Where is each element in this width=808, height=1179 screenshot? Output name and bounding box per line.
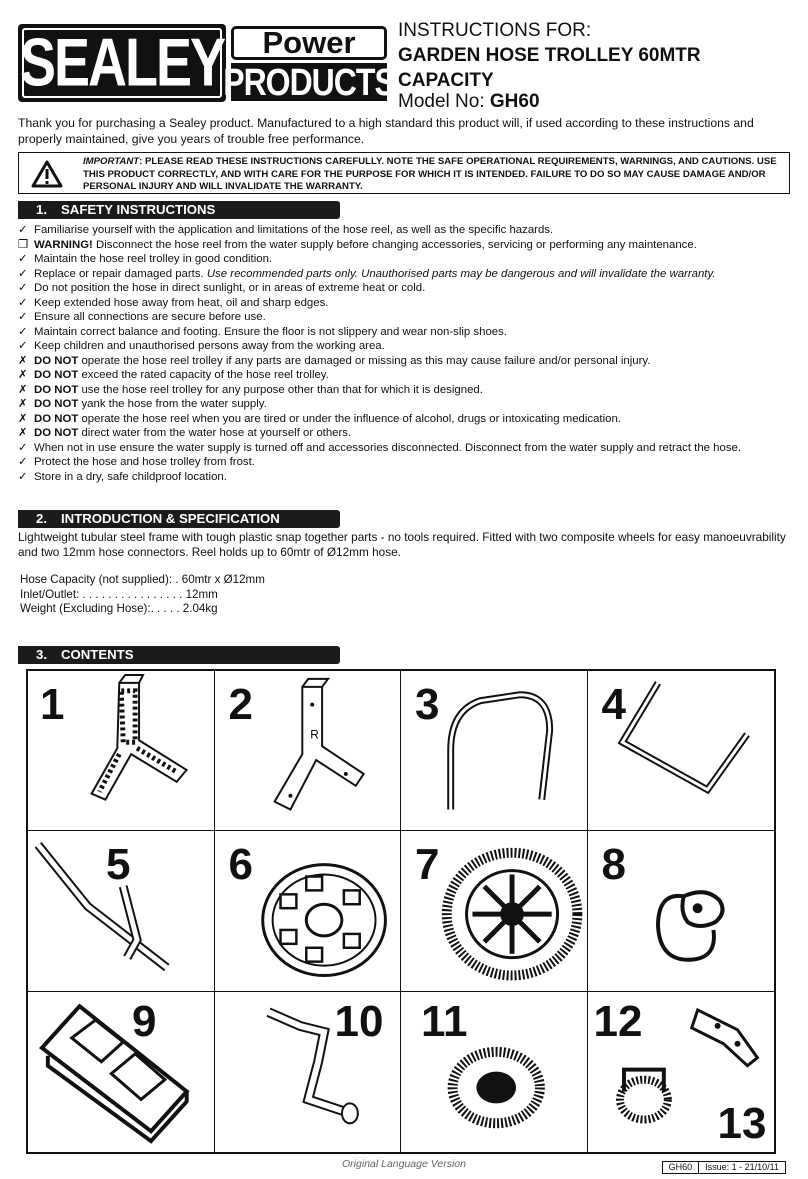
- safety-item: [18, 281, 790, 296]
- part-number: 4: [601, 680, 626, 729]
- check-icon: ✓: [18, 311, 28, 323]
- original-language-note: Original Language Version: [342, 1158, 466, 1170]
- power-logo: Power: [231, 26, 387, 60]
- spec-description: Lightweight tubular steel frame with tough plastic snap together parts - no tools required. Fitted with two composite wheels for easy manoeuvrability and two 12mm hose connectors. Reel holds up to 60mtr of Ø12mm hose.: [18, 530, 786, 559]
- hose-connector-illustration: [401, 992, 587, 1152]
- section-title: SAFETY INSTRUCTIONS: [61, 202, 216, 217]
- product-title-line1: GARDEN HOSE TROLLEY 60MTR: [398, 45, 701, 66]
- cross-icon: ✗: [18, 412, 28, 425]
- safety-item-text: yank the hose from the water supply.: [78, 398, 267, 410]
- safety-item-emphasis: DO NOT: [34, 398, 79, 410]
- part-cell: [215, 992, 402, 1152]
- part-number: 13: [717, 1098, 767, 1148]
- base-frame-illustration: [588, 671, 775, 830]
- warning-triangle-icon: [31, 160, 63, 188]
- section-number: 3.: [36, 647, 47, 662]
- part-cell: [28, 671, 215, 831]
- safety-item-text: Maintain the hose reel trolley in good condition.: [34, 253, 273, 265]
- safety-item-text: Ensure all connections are secure before use.: [34, 311, 266, 323]
- check-icon: ✓: [18, 470, 28, 483]
- safety-item-emphasis: DO NOT: [34, 383, 79, 396]
- safety-item-text: When not in use ensure the water supply is turned off and accessories disconnected. Disconnect from the water supply and retract the hose.: [34, 441, 742, 454]
- products-text: PRODUCTS: [223, 59, 395, 103]
- part-number: 3: [415, 680, 440, 729]
- model-label: Model No:: [398, 91, 485, 112]
- sealey-logo: [18, 24, 226, 102]
- part-number: 2: [228, 680, 253, 729]
- safety-item: [18, 412, 790, 427]
- cross-icon: ✗: [18, 383, 28, 396]
- safety-item: [18, 441, 790, 456]
- part-number: 9: [132, 996, 157, 1046]
- safety-item-text: Keep children and unauthorised persons away from the working area.: [34, 340, 385, 352]
- cross-icon: ✗: [18, 369, 28, 381]
- safety-item: [18, 223, 790, 238]
- product-title: [398, 43, 798, 93]
- check-icon: ✓: [18, 296, 28, 309]
- leg-frame-left-illustration: [28, 671, 214, 830]
- safety-item: [18, 310, 790, 325]
- safety-item: [18, 296, 790, 311]
- r-label: R: [309, 727, 319, 742]
- part-number: 10: [334, 996, 384, 1046]
- safety-item-text: Replace or repair damaged parts.: [34, 267, 207, 280]
- part-cell: [401, 831, 588, 991]
- part-cell: [588, 831, 775, 991]
- safety-item-emphasis: WARNING!: [34, 238, 93, 251]
- cross-icon: ✗: [18, 427, 28, 439]
- model-value: GH60: [489, 91, 540, 112]
- safety-item: [18, 354, 790, 369]
- part-cell: [28, 992, 215, 1152]
- check-icon: ✓: [18, 224, 28, 236]
- check-icon: ✓: [18, 325, 28, 338]
- safety-item-text: use the hose reel trolley for any purpose other than that for which it is designed.: [78, 383, 483, 396]
- section-number: 1.: [36, 202, 47, 217]
- spec-list: [20, 573, 265, 617]
- doc-issue: Issue: 1 - 21/10/11: [698, 1162, 785, 1173]
- part-number: 5: [106, 840, 131, 890]
- foot-plate-illustration: [28, 992, 214, 1152]
- intro-text: Thank you for purchasing a Sealey product. Manufactured to a high standard this product will, if used according to these instructions and properly maintained, give you years of trouble free performance.: [18, 116, 754, 146]
- safety-item: [18, 325, 790, 340]
- safety-item-text: Protect the hose and hose trolley from frost.: [34, 456, 255, 468]
- safety-item-emphasis: DO NOT: [34, 354, 79, 367]
- safety-item: [18, 339, 790, 354]
- warning-box-icon: ❐: [18, 238, 29, 251]
- safety-item-emphasis: DO NOT: [34, 369, 79, 381]
- part-cell: [215, 831, 402, 991]
- check-icon: ✓: [18, 340, 28, 352]
- safety-item-text: exceed the rated capacity of the hose reel trolley.: [78, 369, 329, 381]
- safety-item-text: Do not position the hose in direct sunlight, or in areas of extreme heat or cold.: [34, 282, 426, 294]
- safety-item: [18, 470, 790, 485]
- safety-item-emphasis: DO NOT: [34, 412, 79, 425]
- check-icon: ✓: [18, 253, 28, 265]
- section-number: 2.: [36, 511, 47, 526]
- part-cell: [28, 831, 215, 991]
- part-number: 1: [40, 680, 65, 729]
- crank-handle-illustration: [215, 992, 401, 1152]
- check-icon: ✓: [18, 441, 28, 454]
- section-contents-header: [18, 646, 340, 664]
- section-title: CONTENTS: [61, 647, 134, 662]
- spec-hose-capacity: Hose Capacity (not supplied): . 60mtr x Ø12mm: [20, 573, 265, 586]
- contents-grid: [26, 669, 776, 1154]
- safety-item-text: Keep extended hose away from heat, oil and sharp edges.: [34, 296, 329, 309]
- wheel-illustration: [401, 831, 587, 990]
- instructions-for: INSTRUCTIONS FOR:: [398, 20, 592, 41]
- safety-item: [18, 267, 790, 282]
- important-text: [83, 156, 779, 194]
- part-number: 8: [601, 840, 626, 890]
- check-icon: ✓: [18, 282, 28, 294]
- safety-item-text: Store in a dry, safe childproof location.: [34, 470, 227, 483]
- part-cell: [401, 992, 588, 1152]
- part-number: 11: [421, 996, 468, 1046]
- spec-weight: Weight (Excluding Hose):. . . . . 2.04kg: [20, 602, 218, 615]
- part-cell: [588, 992, 775, 1152]
- safety-item-text: operate the hose reel trolley if any parts are damaged or missing as this may cause failure and/or personal injury.: [78, 354, 651, 367]
- safety-item: [18, 238, 790, 253]
- important-notice: [18, 152, 790, 194]
- part-number: 12: [593, 996, 643, 1046]
- cross-icon: ✗: [18, 354, 28, 367]
- clip-illustration: [588, 831, 775, 990]
- cross-icon: ✗: [18, 398, 28, 410]
- section-safety-header: [18, 201, 340, 219]
- axle-tubes-illustration: [28, 831, 214, 990]
- handle-frame-illustration: [401, 671, 587, 830]
- brand-name: SEALEY: [19, 25, 225, 101]
- check-icon: ✓: [18, 267, 28, 280]
- doc-model-code: GH60: [668, 1162, 693, 1172]
- safety-item: [18, 368, 790, 383]
- safety-item-note: Use recommended parts only. Unauthorised parts may be dangerous and will invalidate the warranty.: [206, 267, 716, 280]
- spec-inlet-outlet: Inlet/Outlet: . . . . . . . . . . . . . . . . 12mm: [20, 587, 218, 601]
- section-intro-header: [18, 510, 340, 528]
- safety-item-text: Familiarise yourself with the application and limitations of the hose reel, as well as the specific hazards.: [34, 224, 554, 236]
- section-title: INTRODUCTION & SPECIFICATION: [61, 511, 280, 526]
- connector-fittings-illustration: [588, 992, 775, 1152]
- safety-item: [18, 455, 790, 470]
- important-label: IMPORTANT: [83, 156, 140, 167]
- safety-item: [18, 426, 790, 441]
- safety-item: [18, 383, 790, 398]
- product-title-line2: CAPACITY: [398, 70, 494, 91]
- safety-item-text: operate the hose reel when you are tired or under the influence of alcohol, drugs or intoxicating medication.: [78, 412, 621, 425]
- safety-item-text: Disconnect the hose reel from the water supply before changing accessories, servicing or performing any maintenance.: [92, 238, 697, 251]
- part-number: 7: [415, 840, 440, 890]
- part-number: 6: [228, 840, 253, 890]
- part-cell: [215, 671, 402, 831]
- safety-item-emphasis: DO NOT: [34, 427, 79, 439]
- important-body: : PLEASE READ THESE INSTRUCTIONS CAREFULLY. NOTE THE SAFE OPERATIONAL REQUIREMENTS, WARNINGS, AND CAUTIONS. USE THIS PRODUCT CORRECTLY, AND WITH CARE FOR THE PURPOSE FOR WHICH IT IS INTENDED. FAILURE TO DO SO MAY CAUSE DAMAGE AND/OR PERSONAL INJURY AND WILL INVALIDATE THE WARRANTY.: [83, 156, 777, 192]
- model-number: [398, 91, 540, 113]
- reel-drum-illustration: [215, 831, 401, 990]
- leg-frame-right-illustration: [215, 671, 401, 830]
- safety-item-text: direct water from the water hose at yourself or others.: [78, 427, 352, 439]
- document-code: [662, 1161, 786, 1174]
- safety-item: [18, 252, 790, 267]
- safety-list: [18, 223, 790, 484]
- safety-item-text: Maintain correct balance and footing. Ensure the floor is not slippery and wear non-slip shoes.: [34, 325, 507, 338]
- products-logo: [223, 59, 395, 103]
- check-icon: ✓: [18, 456, 28, 468]
- part-cell: [401, 671, 588, 831]
- safety-item: [18, 397, 790, 412]
- part-cell: [588, 671, 775, 831]
